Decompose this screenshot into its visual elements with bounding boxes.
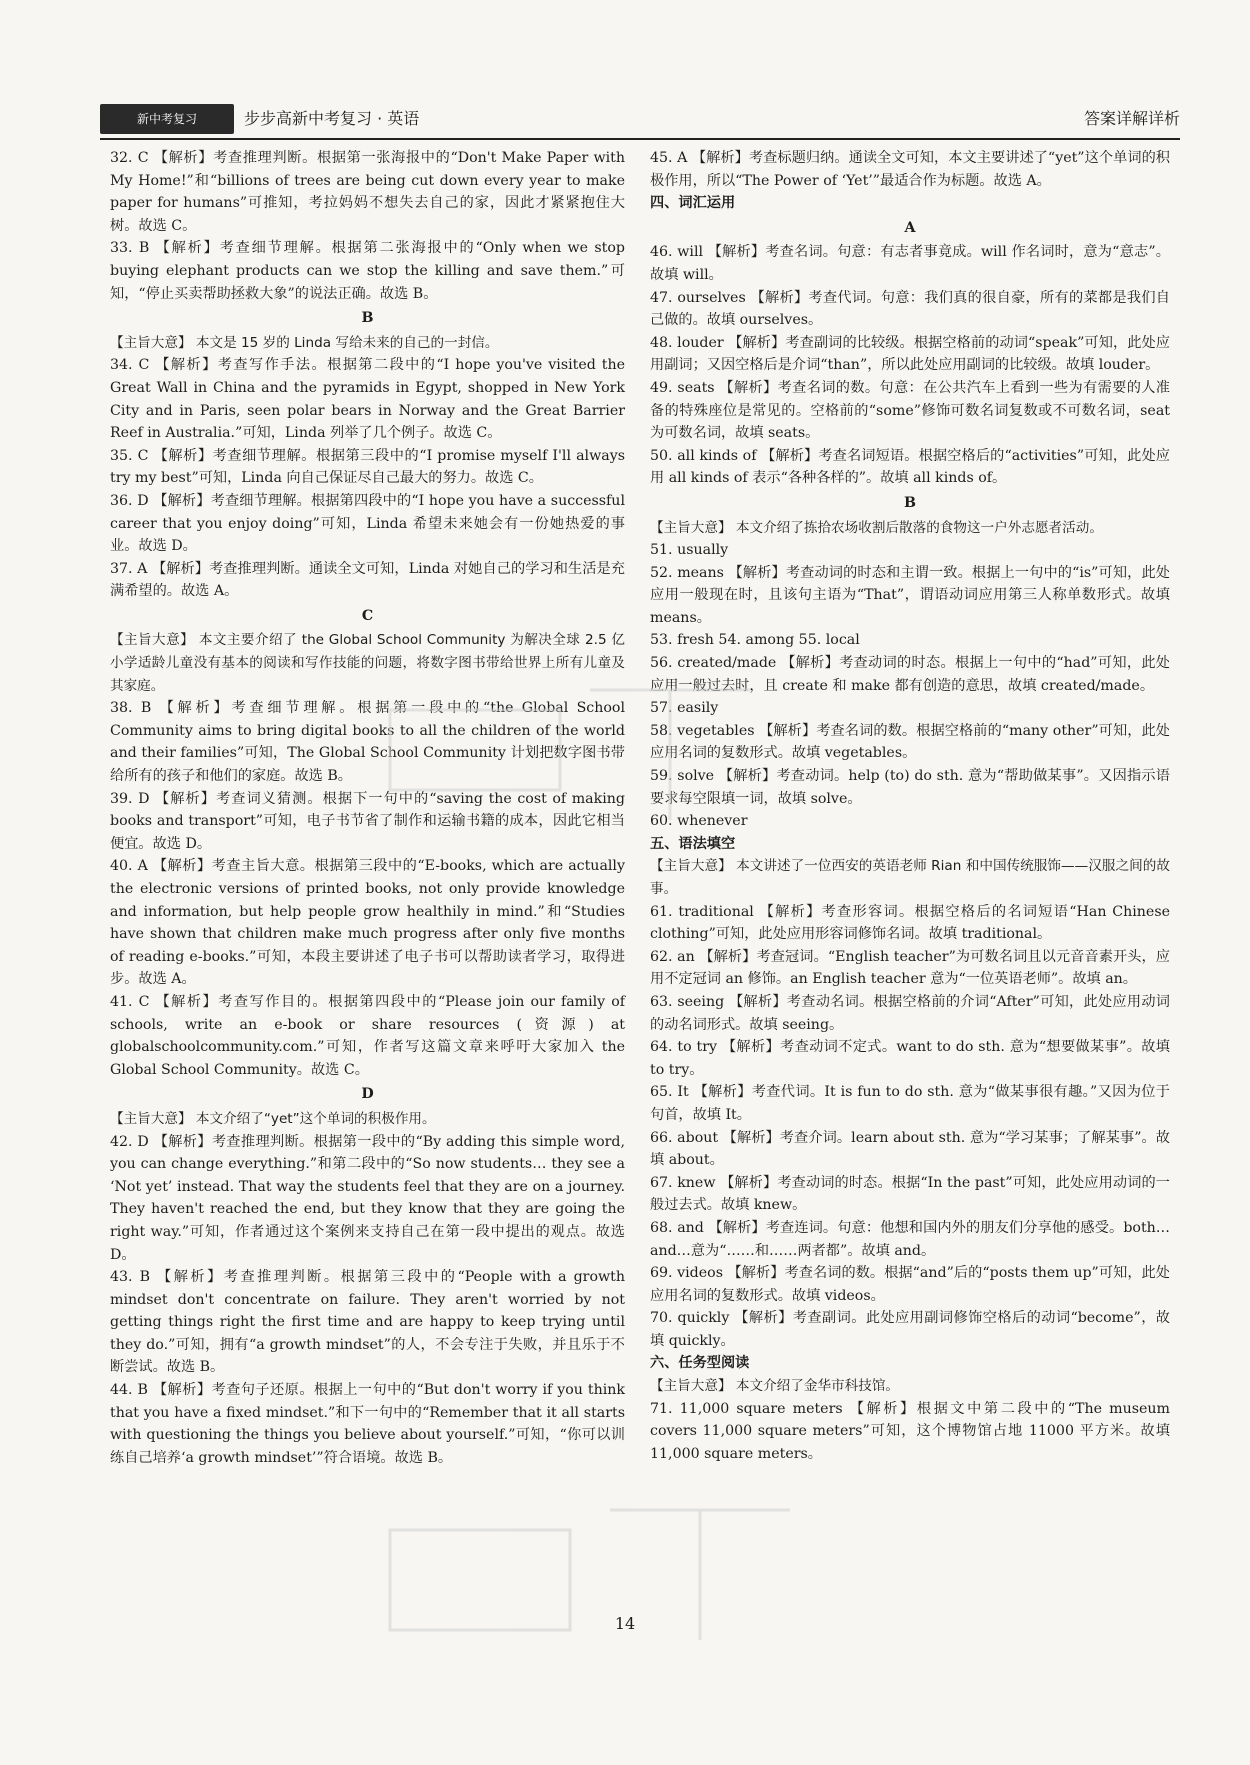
passage-summary: 【主旨大意】 本文主要介绍了 the Global School Community 为解决全球 2.5 亿小学适龄儿童没有基本的阅读和写作技能的问题，将数字图书带给世界上所有儿童及其家庭。 <box>110 632 625 694</box>
answer-entry: 43. B 【解析】考查推理判断。根据第三段中的“People with a growth mindset don't concentrate on failure. They aren't worried by not getting things right the first time and are happy to keep trying until they do.”可知，拥有“a growth mindset”的人，不会专注于失败，并且乐于不断尝试。故选 B。 <box>110 1269 625 1376</box>
answer-entry: 51. usually <box>650 542 729 559</box>
answer-entry: 53. fresh 54. among 55. local <box>650 632 860 649</box>
answer-entry: 56. created/made 【解析】考查动词的时态。根据上一句中的“had”可知，此处应用一般过去时，且 create 和 make 都有创造的意思，故填 created/made。 <box>650 655 1170 694</box>
right-column <box>650 147 1170 1465</box>
answer-entry: 38. B 【解析】考查细节理解。根据第一段中的“the Global School Community aims to bring digital books to all the children of the world and their families”可知，The Global School Community 计划把数字图书带给所有的孩子和他们的家庭。故选 B。 <box>110 700 625 785</box>
part-heading: 四、词汇运用 <box>650 195 736 212</box>
answer-entry: 45. A 【解析】考查标题归纳。通读全文可知，本文主要讲述了“yet”这个单词的积极作用，所以“The Power of ‘Yet’”最适合作为标题。故选 A。 <box>650 150 1170 189</box>
passage-summary: 【主旨大意】 本文是 15 岁的 Linda 写给未来的自己的一封信。 <box>110 334 499 351</box>
answer-entry: 41. C 【解析】考查写作目的。根据第四段中的“Please join our family of schools, write an e-book or share resources (资源) at globalschoolcommunity.com.”可知，作者写这篇文章来呼吁大家加入 the Global School Community。故选 C。 <box>110 993 625 1078</box>
answer-entry: 52. means 【解析】考查动词的时态和主谓一致。根据上一句中的“is”可知，此处应用一般现在时，且该句主语为“That”，谓语动词应用第三人称单数形式。故填 means。 <box>650 564 1170 626</box>
answer-entry: 62. an 【解析】考查冠词。“English teacher”为可数名词且以元音音素开头，应用不定冠词 an 修饰。an English teacher 意为“一位英语老师”。故填 an。 <box>650 948 1170 988</box>
answer-entry: 35. C 【解析】考查细节理解。根据第三段中的“I promise myself I'll always try my best”可知，Linda 向自己保证尽自己最大的努力。故选 C。 <box>110 447 625 487</box>
answer-entry: 71. 11,000 square meters 【解析】根据文中第二段中的“The museum covers 11,000 square meters”可知，这个博物馆占地 11000 平方米。故填 11,000 square meters。 <box>650 1400 1170 1462</box>
passage-summary: 【主旨大意】 本文介绍了拣拾农场收割后散落的食物这一户外志愿者活动。 <box>650 519 1103 536</box>
answer-entry: 40. A 【解析】考查主旨大意。根据第三段中的“E-books, which are actually the electronic versions of printed books, not only provide knowledge and information, but help people grow healthily in mind.”和“Studies have shown that children make much progress after only five months of reading e-books.”可知，本段主要讲述了电子书可以帮助读者学习，取得进步。故选 A。 <box>110 858 625 988</box>
answer-entry: 33. B 【解析】考查细节理解。根据第二张海报中的“Only when we stop buying elephant products can we stop the killing and save them.”可知，“停止买卖帮助拯救大象”的说法正确。故选 B。 <box>110 240 625 302</box>
answer-entry: 63. seeing 【解析】考查动名词。根据空格前的介词“After”可知，此处应用动词的动名词形式。故填 seeing。 <box>650 993 1170 1033</box>
answer-entry: 49. seats 【解析】考查名词的数。句意：在公共汽车上看到一些为有需要的人准备的特殊座位是常见的。空格前的“some”修饰可数名词复数或不可数名词，seat 为可数名词，故填 seats。 <box>650 379 1170 442</box>
answer-entry: 61. traditional 【解析】考查形容词。根据空格后的名词短语“Han Chinese clothing”可知，此处应用形容词修饰名词。故填 traditional。 <box>650 903 1170 943</box>
answer-entry: 50. all kinds of 【解析】考查名词短语。根据空格后的“activities”可知，此处应用 all kinds of 表示“各种各样的”。故填 all kinds of。 <box>650 447 1170 487</box>
left-column <box>110 147 625 1469</box>
answer-entry: 57. easily <box>650 700 719 717</box>
section-letter: B <box>904 494 916 511</box>
passage-summary: 【主旨大意】 本文讲述了一位西安的英语老师 Rian 和中国传统服饰——汉服之间的故事。 <box>650 858 1170 897</box>
answer-entry: 47. ourselves 【解析】考查代词。句意：我们真的很自豪，所有的菜都是我们自己做的。故填 ourselves。 <box>650 289 1170 329</box>
answer-entry: 64. to try 【解析】考查动词不定式。want to do sth. 意为“想要做某事”。故填 to try。 <box>650 1039 1170 1078</box>
book-title: 步步高新中考复习 · 英语 <box>244 109 420 128</box>
answer-entry: 37. A 【解析】考查推理判断。通读全文可知，Linda 对她自己的学习和生活是充满希望的。故选 A。 <box>110 560 625 600</box>
section-letter: A <box>904 219 916 236</box>
passage-summary: 【主旨大意】 本文介绍了金华市科技馆。 <box>650 1378 900 1395</box>
answer-entry: 65. It 【解析】考查代词。It is fun to do sth. 意为“做某事很有趣。”又因为位于句首，故填 It。 <box>650 1084 1170 1123</box>
answer-entry: 32. C 【解析】考查推理判断。根据第一张海报中的“Don't Make Paper with My Home!”和“billions of trees are being cut down every year to make paper for humans”可推知，考拉妈妈不想失去自己的家，因此才紧紧抱住大树。故选 C。 <box>110 150 625 234</box>
answer-entry: 46. will 【解析】考查名词。句意：有志者事竟成。will 作名词时，意为“意志”。故填 will。 <box>650 244 1170 283</box>
part-heading: 五、语法填空 <box>650 835 736 852</box>
answer-entry: 70. quickly 【解析】考查副词。此处应用副词修饰空格后的动词“become”，故填 quickly。 <box>650 1310 1170 1349</box>
section-letter: B <box>361 310 374 327</box>
answer-entry: 66. about 【解析】考查介词。learn about sth. 意为“学习某事；了解某事”。故填 about。 <box>650 1129 1170 1169</box>
book-logo: 新中考复习 <box>100 104 234 134</box>
part-heading: 六、任务型阅读 <box>650 1355 750 1372</box>
answer-entry: 36. D 【解析】考查细节理解。根据第四段中的“I hope you have a successful career that you enjoy doing”可知，Linda 希望未来她会有一份她热爱的事业。故选 D。 <box>110 492 625 555</box>
answer-entry: 59. solve 【解析】考查动词。help (to) do sth. 意为“帮助做某事”。又因指示语要求每空限填一词，故填 solve。 <box>650 768 1170 807</box>
answer-entry: 69. videos 【解析】考查名词的数。根据“and”后的“posts them up”可知，此处应用名词的复数形式。故填 videos。 <box>650 1265 1170 1304</box>
answer-entry: 67. knew 【解析】考查动词的时态。根据“In the past”可知，此处应用动词的一般过去式。故填 knew。 <box>650 1174 1170 1214</box>
page-number: 14 <box>614 1614 636 1633</box>
page-header <box>100 104 1180 140</box>
section-letter: C <box>361 607 374 624</box>
answer-entry: 60. whenever <box>650 813 748 830</box>
section-letter: D <box>361 1086 374 1103</box>
answer-entry: 44. B 【解析】考查句子还原。根据上一句中的“But don't worry if you think that you have a fixed mindset.”和下一句中的“Remember that it all starts with questioning the things you believe about yourself.”可知，“你可以训练自己培养‘a growth mindset’”符合语境。故选 B。 <box>110 1382 625 1466</box>
answer-entry: 34. C 【解析】考查写作手法。根据第二段中的“I hope you've visited the Great Wall in China and the pyramids in Egypt, shopped in New York City and in Paris, seen polar bears in Norway and the Great Barrier Reef in Australia.”可知，Linda 列举了几个例子。故选 C。 <box>110 357 625 442</box>
answer-entry: 68. and 【解析】考查连词。句意：他想和国内外的朋友们分享他的感受。both…and…意为“……和……两者都”。故填 and。 <box>650 1219 1170 1259</box>
answer-entry: 58. vegetables 【解析】考查名词的数。根据空格前的“many other”可知，此处应用名词的复数形式。故填 vegetables。 <box>650 722 1170 762</box>
answer-entry: 48. louder 【解析】考查副词的比较级。根据空格前的动词“speak”可知，此处应用副词；又因空格后是介词“than”，所以此处应用副词的比较级。故填 louder。 <box>650 334 1170 374</box>
answer-entry: 42. D 【解析】考查推理判断。根据第一段中的“By adding this simple word, you can change everything.”和第二段中的“So now students… they see a ‘Not yet’ instead. That way the students feel that they are on a journey. They haven't reached the end, but they know that they are going the right way.”可知，作者通过这个案例来支持自己在第一段中提出的观点。故选 D。 <box>110 1133 625 1263</box>
section-title: 答案详解详析 <box>1083 109 1180 128</box>
passage-summary: 【主旨大意】 本文介绍了“yet”这个单词的积极作用。 <box>110 1110 436 1127</box>
answer-entry: 39. D 【解析】考查词义猜测。根据下一句中的“saving the cost of making books and transport”可知，电子书节省了制作和运输书籍的成本，因此它相当便宜。故选 D。 <box>110 790 625 852</box>
